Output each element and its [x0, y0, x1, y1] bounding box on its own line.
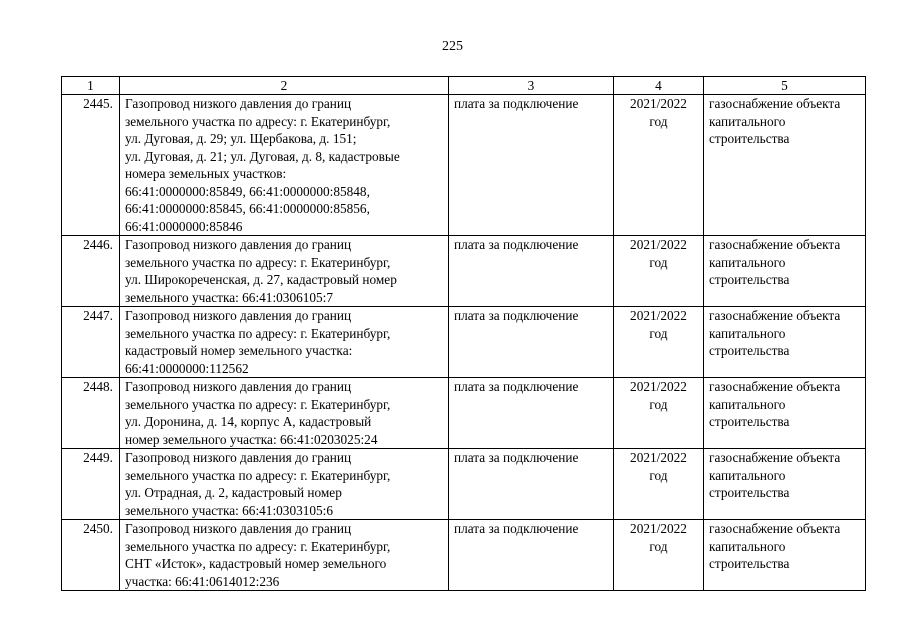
description-line: земельного участка: 66:41:0303105:6 — [125, 502, 334, 518]
row-number: 2446. — [62, 236, 120, 307]
purpose-line: капитального — [709, 325, 786, 341]
description-line: Газопровод низкого давления до границ — [125, 96, 352, 111]
description-line: номер земельного участка: 66:41:0203025:24 — [125, 431, 378, 447]
purpose — [704, 378, 866, 449]
table-row — [62, 307, 866, 378]
period-line: год — [649, 396, 668, 412]
purpose — [704, 520, 866, 591]
description-line: Газопровод низкого давления до границ — [125, 521, 352, 536]
object-description — [120, 95, 449, 236]
column-header-4: 4 — [614, 77, 704, 95]
period-line: год — [649, 538, 668, 554]
purpose-line: газоснабжение объекта — [709, 521, 841, 536]
funding-source: плата за подключение — [449, 378, 614, 449]
period — [614, 95, 704, 236]
funding-source: плата за подключение — [449, 449, 614, 520]
row-number: 2445. — [62, 95, 120, 236]
period-line: 2021/2022 — [630, 521, 687, 536]
period — [614, 378, 704, 449]
period — [614, 449, 704, 520]
purpose-line: капитального — [709, 467, 786, 483]
description-line: СНТ «Исток», кадастровый номер земельного — [125, 556, 387, 571]
purpose — [704, 449, 866, 520]
description-line: земельного участка: 66:41:0306105:7 — [125, 289, 334, 305]
object-description — [120, 449, 449, 520]
purpose-line: газоснабжение объекта — [709, 237, 841, 252]
description-line: 66:41:0000000:85846 — [125, 218, 243, 234]
description-line: земельного участка по адресу: г. Екатеринбург, — [125, 467, 391, 483]
description-line: ул. Отрадная, д. 2, кадастровый номер — [125, 485, 342, 500]
row-number: 2447. — [62, 307, 120, 378]
purpose-line: строительства — [709, 272, 790, 287]
row-number: 2449. — [62, 449, 120, 520]
row-number: 2450. — [62, 520, 120, 591]
period — [614, 307, 704, 378]
object-description — [120, 307, 449, 378]
column-header-2: 2 — [120, 77, 449, 95]
page-number: 225 — [442, 39, 463, 54]
period — [614, 520, 704, 591]
column-header-1: 1 — [62, 77, 120, 95]
purpose-line: строительства — [709, 343, 790, 358]
description-line: ул. Дуговая, д. 21; ул. Дуговая, д. 8, кадастровые — [125, 148, 400, 164]
period-line: 2021/2022 — [630, 96, 687, 111]
table-row — [62, 378, 866, 449]
object-description — [120, 236, 449, 307]
description-line: земельного участка по адресу: г. Екатеринбург, — [125, 254, 391, 270]
table-row — [62, 449, 866, 520]
purpose-line: строительства — [709, 556, 790, 571]
description-line: Газопровод низкого давления до границ — [125, 379, 352, 394]
row-number: 2448. — [62, 378, 120, 449]
purpose-line: газоснабжение объекта — [709, 379, 841, 394]
description-line: Газопровод низкого давления до границ — [125, 450, 352, 465]
period-line: 2021/2022 — [630, 379, 687, 394]
column-header-3: 3 — [449, 77, 614, 95]
purpose-line: капитального — [709, 254, 786, 270]
purpose-line: газоснабжение объекта — [709, 96, 841, 111]
period-line: год — [649, 254, 668, 270]
purpose — [704, 95, 866, 236]
description-line: ул. Доронина, д. 14, корпус А, кадастровый — [125, 414, 372, 429]
description-line: земельного участка по адресу: г. Екатеринбург, — [125, 113, 391, 129]
description-line: земельного участка по адресу: г. Екатеринбург, — [125, 538, 391, 554]
purpose-line: строительства — [709, 131, 790, 146]
funding-source: плата за подключение — [449, 307, 614, 378]
object-description — [120, 378, 449, 449]
column-header-5: 5 — [704, 77, 866, 95]
purpose-line: капитального — [709, 538, 786, 554]
description-line: 66:41:0000000:85845, 66:41:0000000:85856, — [125, 201, 370, 216]
description-line: земельного участка по адресу: г. Екатеринбург, — [125, 325, 391, 341]
header-row — [62, 77, 866, 95]
table-row — [62, 520, 866, 591]
period-line: год — [649, 467, 668, 483]
period-line: год — [649, 113, 668, 129]
period — [614, 236, 704, 307]
table-body — [62, 95, 866, 591]
description-line: Газопровод низкого давления до границ — [125, 237, 352, 252]
purpose-line: строительства — [709, 485, 790, 500]
description-line: кадастровый номер земельного участка: — [125, 343, 353, 358]
description-line: 66:41:0000000:112562 — [125, 360, 249, 376]
purpose — [704, 307, 866, 378]
description-line: Газопровод низкого давления до границ — [125, 308, 352, 323]
projects-table — [61, 76, 866, 591]
purpose-line: капитального — [709, 396, 786, 412]
funding-source: плата за подключение — [449, 520, 614, 591]
purpose-line: капитального — [709, 113, 786, 129]
purpose-line: строительства — [709, 414, 790, 429]
funding-source: плата за подключение — [449, 95, 614, 236]
table-row — [62, 95, 866, 236]
period-line: 2021/2022 — [630, 308, 687, 323]
purpose-line: газоснабжение объекта — [709, 308, 841, 323]
period-line: год — [649, 325, 668, 341]
purpose-line: газоснабжение объекта — [709, 450, 841, 465]
object-description — [120, 520, 449, 591]
description-line: 66:41:0000000:85849, 66:41:0000000:85848, — [125, 183, 370, 199]
funding-source: плата за подключение — [449, 236, 614, 307]
period-line: 2021/2022 — [630, 237, 687, 252]
period-line: 2021/2022 — [630, 450, 687, 465]
purpose — [704, 236, 866, 307]
description-line: участка: 66:41:0614012:236 — [125, 573, 280, 589]
description-line: ул. Дуговая, д. 29; ул. Щербакова, д. 151; — [125, 131, 357, 146]
description-line: номера земельных участков: — [125, 166, 287, 181]
description-line: ул. Широкореченская, д. 27, кадастровый номер — [125, 272, 397, 287]
description-line: земельного участка по адресу: г. Екатеринбург, — [125, 396, 391, 412]
table-row — [62, 236, 866, 307]
